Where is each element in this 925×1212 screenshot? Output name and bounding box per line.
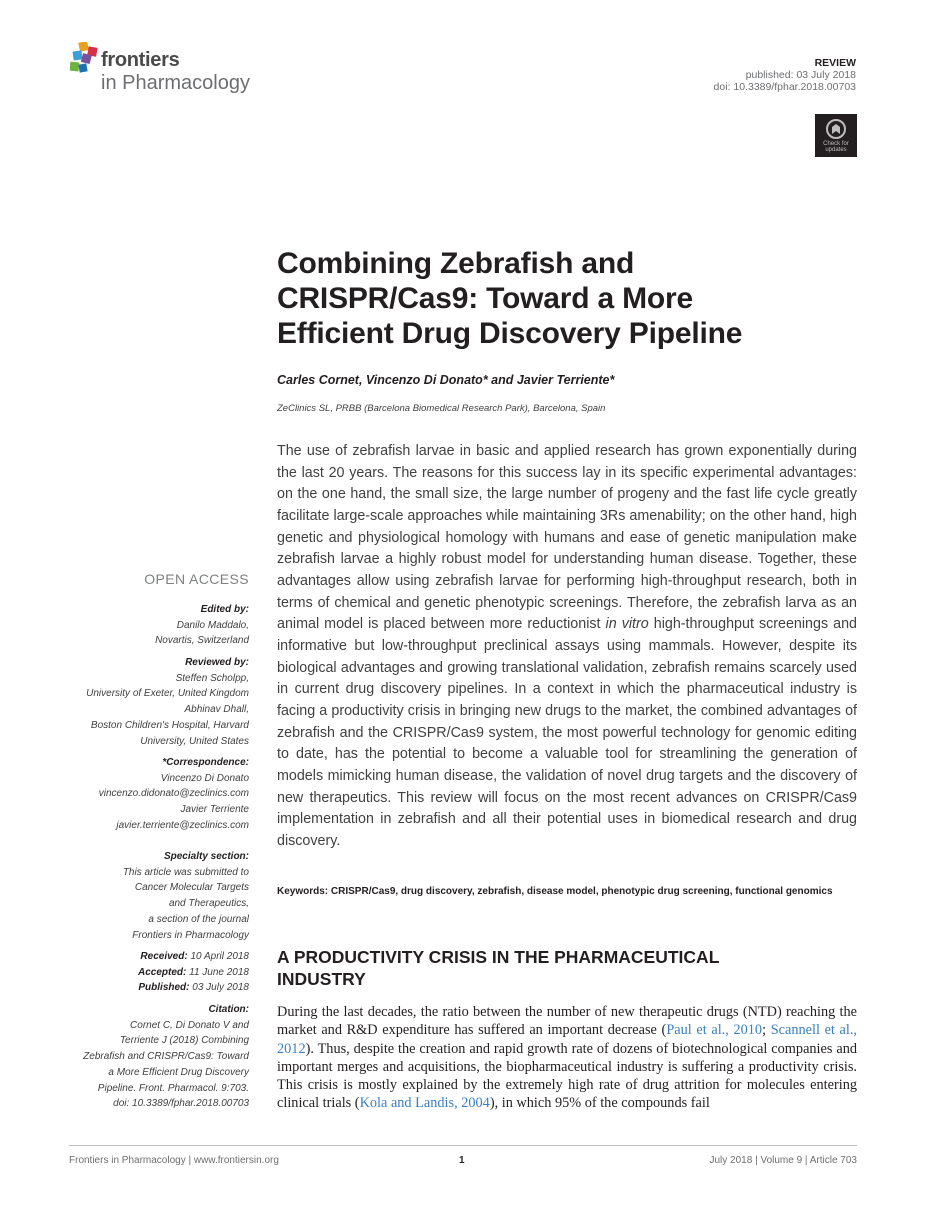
accepted-value: 11 June 2018 <box>189 966 249 978</box>
page-number: 1 <box>459 1155 465 1166</box>
correspondence-block <box>99 755 249 834</box>
journal-logo[interactable] <box>70 42 270 98</box>
published-date: published: 03 July 2018 <box>745 69 856 81</box>
specialty-line: Frontiers in Pharmacology <box>132 929 249 941</box>
reviewer-line: University, United States <box>140 735 249 747</box>
section-heading <box>277 946 837 990</box>
article-title <box>277 246 837 351</box>
correspondence-line: Vincenzo Di Donato <box>160 772 249 784</box>
open-access-label: OPEN ACCESS <box>144 571 249 587</box>
citation-link[interactable]: Kola and Landis, 2004 <box>359 1095 490 1112</box>
edited-by-block <box>155 602 249 649</box>
correspondence-email[interactable]: javier.terriente@zeclinics.com <box>116 819 249 831</box>
accepted-date <box>138 965 249 981</box>
specialty-line: a section of the journal <box>148 913 249 925</box>
frontiers-logo-icon <box>70 42 100 76</box>
citation-link[interactable]: Paul et al., 2010 <box>666 1022 763 1039</box>
specialty-label: Specialty section: <box>163 851 249 862</box>
abstract-text: The use of zebrafish larvae in basic and applied research has grown exponentially during the last 20 years. The reasons for this success lay in its specific experimental advantages: on the one hand, the small size, the large number of progeny and the fast life cycle greatly facilitate large-scale approaches while maintaining 3Rs amenability; on the other hand, high genetic and physiological homology with humans and ease of genetic manipulation make zebrafish larvae a highly robust model for understanding human disease. Together, these advantages allow using zebrafish larvae for performing high-throughput research, both in terms of chemical and genetic phenotypic screenings. Therefore, the zebrafish larva as an animal model is placed between more reductionist <box>277 443 857 633</box>
editor-line: Novartis, Switzerland <box>155 635 249 647</box>
correspondence-email[interactable]: vincenzo.didonato@zeclinics.com <box>98 788 249 800</box>
check-for-updates-button[interactable] <box>815 114 857 157</box>
accepted-label: Accepted: <box>137 966 187 978</box>
reviewer-line: Boston Children's Hospital, Harvard <box>90 719 249 731</box>
specialty-line: Cancer Molecular Targets <box>134 882 249 894</box>
abstract-text: high-throughput screenings and informative but low-throughput preclinical assays using mammals. However, despite its biological advantages and growing translational validation, zebrafish remains scarcely used in current drug discovery pipelines. In a context in which the pharmaceutical industry is facing a productivity crisis in bringing new drugs to the market, the combined advantages of zebrafish and the CRISPR/Cas9 system, the most powerful technology for genomic editing to date, has the potential to become a valuable tool for streamlining the generation of models mimicking human disease, the validation of novel drug targets and the discovery of new therapeutics. This review will focus on the most recent advances on CRISPR/Cas9 implementation in zebrafish and all their potential uses in biomedical research and drug discovery. <box>277 616 857 849</box>
body-text: During the last decades, the ratio between the number of new therapeutic drugs (NTD) reaching the market and R&D expenditure has suffered an important decrease ( <box>277 1004 857 1039</box>
reviewer-line: Steffen Scholpp, <box>175 672 249 684</box>
check-updates-label: Check for updates <box>823 141 849 153</box>
footer-journal-link[interactable]: Frontiers in Pharmacology | www.frontiersin.org <box>69 1155 279 1166</box>
citation-line: Terriente J (2018) Combining <box>119 1035 249 1047</box>
citation-link[interactable]: Scannell et al., 2012 <box>277 1022 857 1057</box>
reviewed-by-label: Reviewed by: <box>185 657 249 668</box>
received-date <box>138 949 249 965</box>
footer-issue-info: July 2018 | Volume 9 | Article 703 <box>709 1155 857 1166</box>
keywords <box>277 886 857 899</box>
citation-line: doi: 10.3389/fphar.2018.00703 <box>113 1098 249 1110</box>
author-list: Carles Cornet, Vincenzo Di Donato* and Javier Terriente* <box>277 373 615 387</box>
citation-line: Pipeline. Front. Pharmacol. 9:703. <box>97 1082 249 1094</box>
specialty-line: and Therapeutics, <box>168 898 249 910</box>
citation-line: a More Efficient Drug Discovery <box>108 1066 249 1078</box>
body-paragraph <box>277 1003 857 1113</box>
body-text: ). Thus, despite the creation and rapid growth rate of dozens of biotechnological companies and important merges and acquisitions, the biopharmaceutical industry is suffering a productivity crisis. This crisis is mostly explained by the extremely high rate of drug attrition for molecules entering clinical trials ( <box>277 1040 857 1112</box>
published-label: Published: <box>138 982 190 994</box>
published-value: 03 July 2018 <box>192 982 249 994</box>
article-type: REVIEW <box>814 57 856 69</box>
body-text: ), in which 95% of the compounds fail <box>489 1095 710 1112</box>
logo-journal: in Pharmacology <box>101 72 250 94</box>
check-updates-icon <box>825 118 847 140</box>
dates-block <box>138 949 249 996</box>
section-heading-line: A PRODUCTIVITY CRISIS IN THE PHARMACEUTICAL <box>277 947 720 967</box>
section-heading-line: INDUSTRY <box>277 969 366 989</box>
reviewer-line: Abhinav Dhall, <box>184 704 249 716</box>
received-value: 10 April 2018 <box>190 951 249 962</box>
citation-label: Citation: <box>208 1004 249 1015</box>
published-date-side <box>138 980 249 996</box>
affiliation: ZeClinics SL, PRBB (Barcelona Biomedical Research Park), Barcelona, Spain <box>277 403 606 414</box>
article-meta-header <box>714 57 856 93</box>
editor-line: Danilo Maddalo, <box>176 619 249 631</box>
keywords-label: Keywords: <box>277 886 329 897</box>
reviewed-by-block <box>86 655 249 749</box>
keywords-text: CRISPR/Cas9, drug discovery, zebrafish, disease model, phenotypic drug screening, functional genomics <box>330 886 833 897</box>
title-line: CRISPR/Cas9: Toward a More <box>277 282 694 315</box>
title-line: Combining Zebrafish and <box>277 247 635 280</box>
reviewer-line: University of Exeter, United Kingdom <box>86 688 249 700</box>
citation-line: Zebrafish and CRISPR/Cas9: Toward <box>83 1051 249 1063</box>
correspondence-label: *Correspondence: <box>162 757 249 768</box>
abstract <box>277 441 857 852</box>
specialty-section-block <box>123 849 249 943</box>
abstract-italic: in vitro <box>605 616 649 633</box>
logo-brand: frontiers <box>101 49 180 71</box>
received-label: Received: <box>140 951 188 962</box>
citation-block <box>83 1002 249 1112</box>
citation-line: Cornet C, Di Donato V and <box>130 1019 249 1031</box>
title-line: Efficient Drug Discovery Pipeline <box>277 317 743 350</box>
correspondence-line: Javier Terriente <box>180 804 249 816</box>
body-text: ; <box>762 1022 771 1039</box>
doi-link[interactable]: doi: 10.3389/fphar.2018.00703 <box>713 81 856 93</box>
footer-divider <box>69 1145 857 1146</box>
specialty-line: This article was submitted to <box>122 866 249 878</box>
edited-by-label: Edited by: <box>200 604 249 615</box>
